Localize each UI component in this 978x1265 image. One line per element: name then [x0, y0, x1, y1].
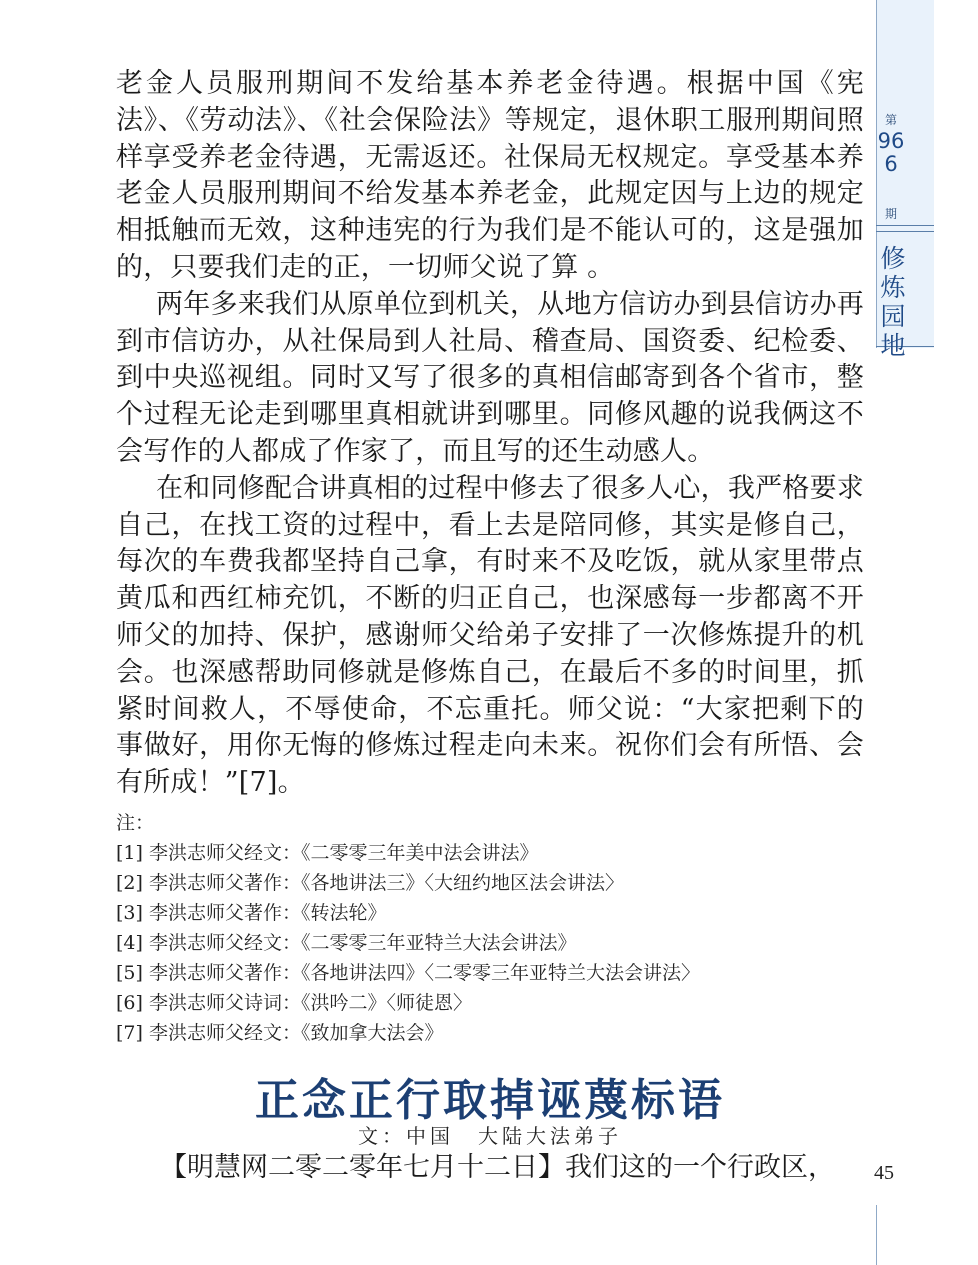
body-paragraph-2: 两年多来我们从原单位到机关，从地方信访办到县信访办再到市信访办，从社保局到人社局、稽查局、国资委、纪检委、到中央巡视组。同时又写了很多的真相信邮寄到各个省市，整个过程无论走到哪里真相就讲到哪里。同修风趣的说我俩这不会写作的人都成了作家了，而且写的还生动感人。 — [116, 288, 864, 467]
section-tab: 修炼园地 — [880, 244, 906, 360]
footnote-item: [6] 李洪志师父诗词：《洪吟二》〈师徒恩〉 — [116, 991, 472, 1014]
footnotes-title: 注： — [116, 811, 155, 834]
body-paragraph-3: 在和同修配合讲真相的过程中修去了很多人心，我严格要求自己，在找工资的过程中，看上去是陪同修，其实是修自己，每次的车费我都坚持自己拿，有时来不及吃饭，就从家里带点黄瓜和西红柿充饥，不断的归正自己，也深感每一步都离不开师父的加持、保护，感谢师父给弟子安排了一次修炼提升的机会。也深感帮助同修就是修炼自己，在最后不多的时间里，抓紧时间救人，不辱使命，不忘重托。师父说：“大家把剩下的事做好，用你无悔的修炼过程走向未来。祝你们会有所悟、会有所成！”[7]。 — [116, 472, 864, 799]
article-byline: 文：中国 大陆大法弟子 — [358, 1124, 622, 1148]
article-lead: 【明慧网二零二零年七月十二日】我们这的一个行政区， — [160, 1152, 835, 1183]
footnotes — [116, 808, 864, 1048]
footnote-item: [1] 李洪志师父经文：《二零零三年美中法会讲法》 — [116, 841, 539, 864]
footnote-item: [7] 李洪志师父经文：《致加拿大法会》 — [116, 1021, 444, 1044]
footnote-item: [2] 李洪志师父著作：《各地讲法三》〈大纽约地区法会讲法〉 — [116, 871, 624, 894]
footnote-item: [5] 李洪志师父著作：《各地讲法四》〈二零零三年亚特兰大法会讲法〉 — [116, 961, 700, 984]
footnote-item: [4] 李洪志师父经文：《二零零三年亚特兰大法会讲法》 — [116, 931, 577, 954]
issue-suffix: 期 — [884, 207, 897, 221]
margin-rule-bottom — [876, 1205, 877, 1265]
issue-divider-double — [876, 231, 934, 232]
article-body — [116, 66, 864, 1048]
issue-number: 966 — [877, 129, 905, 176]
issue-divider — [876, 225, 934, 226]
footnote-item: [3] 李洪志师父著作：《转法轮》 — [116, 901, 387, 924]
page-number: 45 — [874, 1162, 894, 1184]
issue-prefix: 第 — [884, 113, 897, 127]
article-title: 正念正行取掉诬蔑标语 — [255, 1075, 725, 1126]
body-paragraph-1: 老金人员服刑期间不发给基本养老金待遇。根据中国《宪法》、《劳动法》、《社会保险法》等规定，退休职工服刑期间照样享受养老金待遇，无需返还。社保局无权规定。享受基本养老金人员服刑期间不给发基本养老金，此规定因与上边的规定相抵触而无效，这种违宪的行为我们是不能认可的，这是强加的，只要我们走的正，一切师父说了算 。 — [116, 68, 864, 283]
